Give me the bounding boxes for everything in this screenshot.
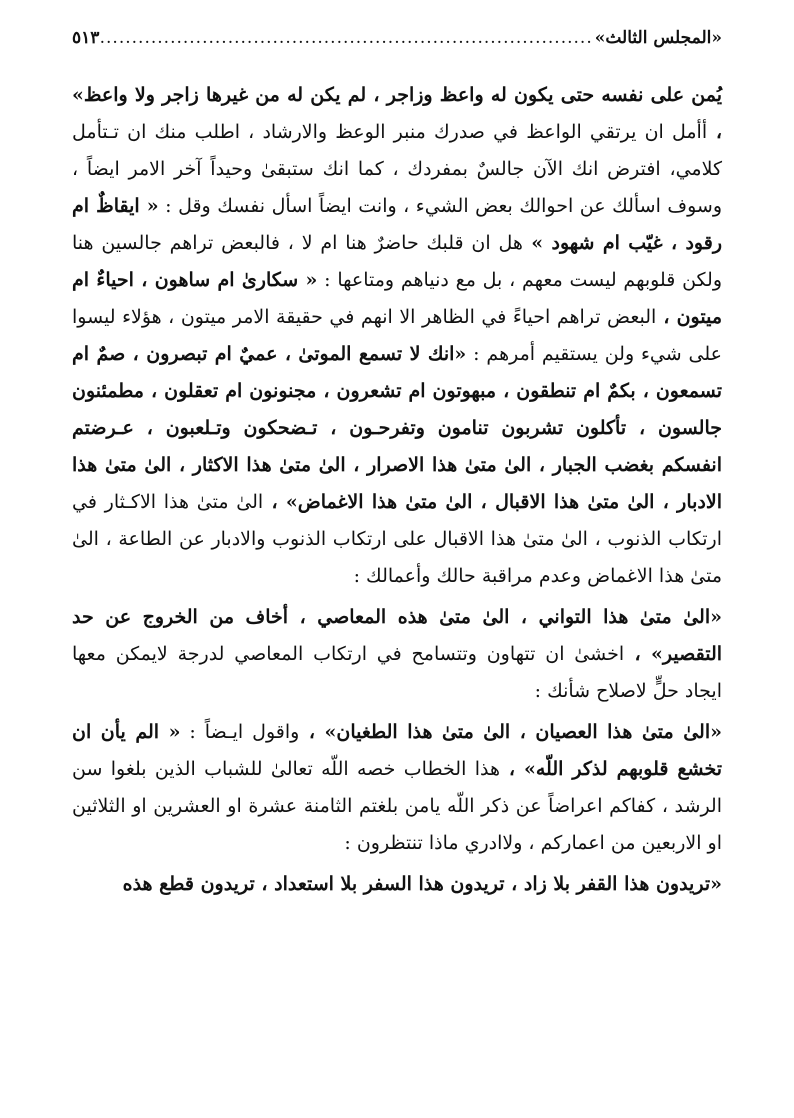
body-text (72, 77, 722, 903)
paragraph (72, 866, 722, 903)
chapter-title: «المجلس الثالث» (594, 28, 722, 48)
body-segment: الىٰ متىٰ هذا الاكـثار في ارتكاب الذنوب ، الىٰ متىٰ هذا الاقبال على ارتكاب الذنوب والادبار عن الطاعة ، الىٰ متىٰ هذا الاغماض وعدم مراقبة حالك وأعمالك : (72, 491, 722, 587)
body-segment: اخشىٰ ان تتهاون وتتسامح في ارتكاب المعاصي لدرجة لايمكن معها ايجاد حلٍّ لاصلاح شأنك : (72, 643, 722, 702)
body-segment: البعض تراهم احياءً في الظاهر الا انهم في حقيقة الامر ميتون ، هؤلاء ليسوا على شيء ولن يستقيم أمرهم : (72, 306, 722, 365)
page-number: ٥١٣ (72, 28, 100, 48)
body-segment: أأمل ان يرتقي الواعظ في صدرك منبر الوعظ والارشاد ، اطلب منك ان تـتأمل كلامي، افترض انك الآن جالسٌ بمفردك ، كما انك ستبقىٰ وحيداً آخر الامر ايضاً ، وسوف اسألك عن احوالك بعض الشيء ، وانت ايضاً اسأل نفسك وقل : (72, 121, 723, 217)
body-segment: هذا الخطاب خصه اللّه تعالىٰ للشباب الذين بلغوا سن الرشد ، كفاكم اعراضاً عن ذكر اللّه يامن بلغتم الثامنة عشرة او العشرين او الثلاثين او الاربعين من اعماركم ، ولاادري ماذا تنتظرون : (72, 758, 722, 854)
paragraph (72, 714, 722, 862)
body-segment: هل ان قلبك حاضرٌ هنا ام لا ، فالبعض تراهم جالسين هنا ولكن قلوبهم ليست معهم ، بل مع دنياهم ومتاعها : (72, 232, 722, 291)
document-page (72, 28, 722, 907)
quoted-text: « سكارىٰ ام ساهون ، احياءٌ ام ميتون ، (72, 269, 723, 328)
leader-dots (101, 28, 592, 48)
quoted-text: « الم يأن ان تخشع قلوبهم لذكر اللّه» ، (72, 721, 722, 780)
quoted-text: «تريدون هذا القفر بلا زاد ، تريدون هذا السفر بلا استعداد ، تريدون قطع هذه (122, 873, 722, 895)
body-segment: واقول ايـضاً : (180, 721, 300, 743)
quoted-text: « ايقاظٌ ام رقود ، غيّب ام شهود » (72, 195, 722, 254)
quoted-text: «انك لا تسمع الموتىٰ ، عميٌ ام تبصرون ، صمٌ ام تسمعون ، بكمٌ ام تنطقون ، مبهوتون ام تشعرون ، مجنونون ام تعقلون ، مطمئنون جالسون ، تأكلون تشربون تنامون وتفرحـون ، تـضحكون وتـلعبون ، عـرضتم انفسكم بغضب الجبار ، الىٰ متىٰ هذا الاصرار ، الىٰ متىٰ هذا الاكثار ، الىٰ متىٰ هذا الادبار ، الىٰ متىٰ هذا الاقبال ، الىٰ متىٰ هذا الاغماض» ، (72, 343, 722, 513)
quoted-text: يُمن على نفسه حتى يكون له واعظ وزاجر ، لم يكن له من غيرها زاجر ولا واعظ» ، (72, 84, 723, 143)
paragraph (72, 599, 722, 710)
quoted-text: «الىٰ متىٰ هذا العصيان ، الىٰ متىٰ هذا الطغيان» ، (299, 721, 723, 743)
paragraph (72, 77, 722, 595)
quoted-text: «الىٰ متىٰ هذا التواني ، الىٰ متىٰ هذه المعاصي ، أخاف من الخروج عن حد التقصير» ، (72, 606, 723, 665)
running-header (72, 28, 722, 63)
